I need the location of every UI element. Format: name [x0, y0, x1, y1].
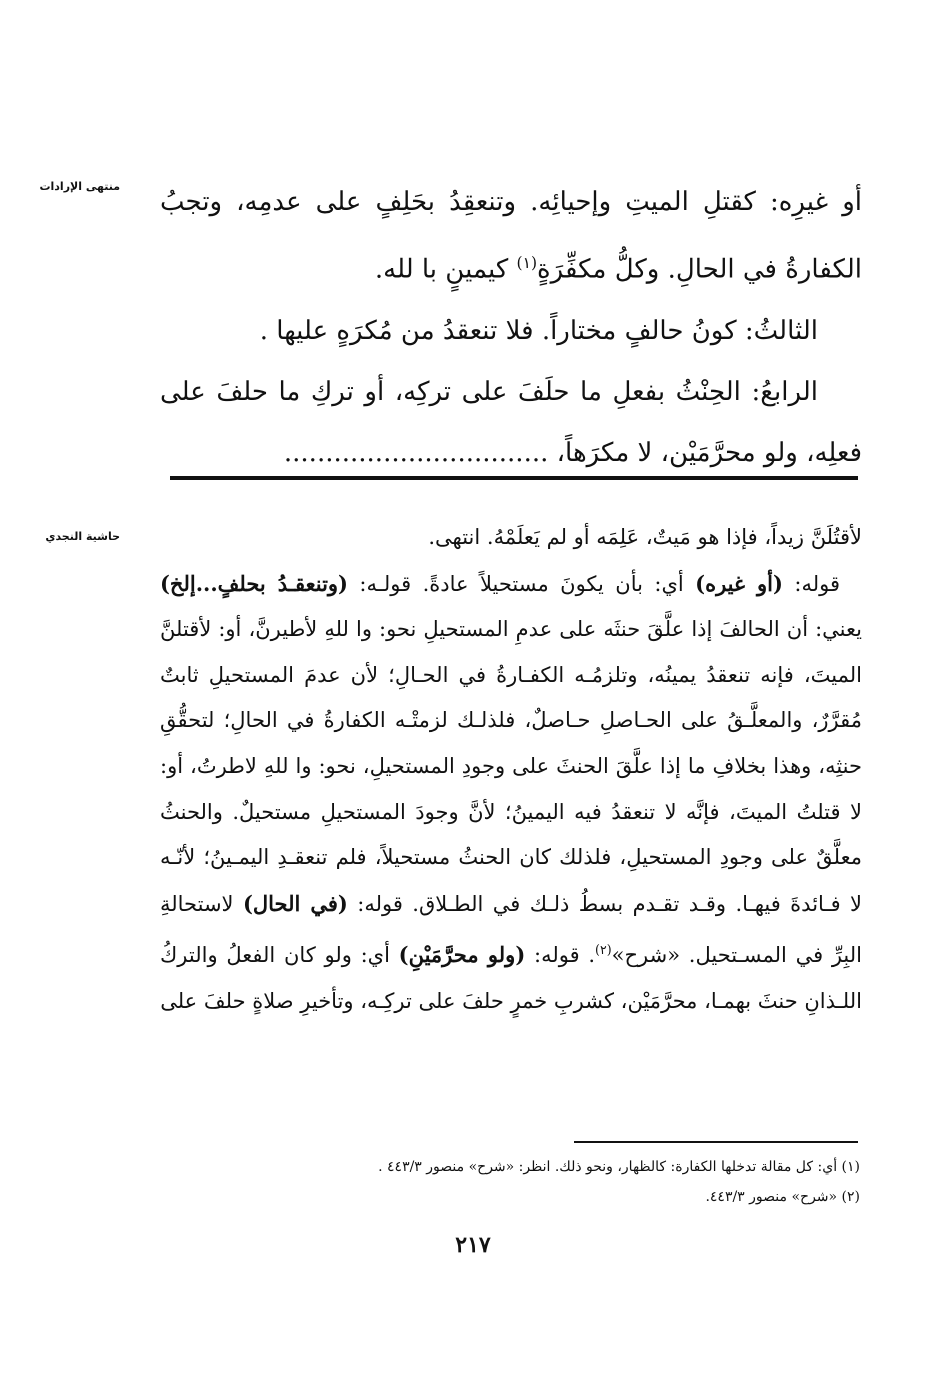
footnote-marker-1: (١): [516, 254, 538, 272]
main-text-line: أو غيرِه: كقتلِ الميتِ وإحيائِه. وتنعقِدُ بحَلِفٍ على عدمِه، وتجبُ: [160, 187, 862, 217]
section-divider: [170, 476, 858, 480]
page-number: ٢١٧: [455, 1232, 491, 1258]
footnote-rule: [574, 1141, 858, 1143]
commentary-text-run: يعني: أن الحالفَ إذا علَّقَ حنثَه على عدمِ المستحيلِ نحو: وا للهِ لأطيرنَّ، أو: لأقتلنَّ الميتَ، فإنه تنعقدُ يمينُه، وتلزمُـه الكفـارةُ في الحـالِ؛ لأن عدمَ المستحيلِ ثابتٌ مُقرَّرٌ، والمعلَّـقُ على الحـاصلِ حـاصلٌ، فلذلـك لزمتْـه الكفارةُ في الحالِ؛ لتحقُّقِ حنثِه، وهذا بخلافِ ما إذا علَّقَ الحنثَ على وجودِ المستحيلِ، نحو: وا للهِ لاطرتُ، أو: لا قتلتُ الميتَ، فإنَّه لا تنعقدُ فيه اليمينُ؛ لأنَّ وجودَ المستحيلِ مستحيلٌ. والحنثُ معلَّقٌ على وجودِ المستحيلِ، فلذلك كان الحنثُ مستحيلاً، فلم تنعقـدِ اليمـينُ؛ لأنّـه لا فـائدةَ فيهـا. وقـد تقـدم بسطُ ذلـك في الطـلاق. قوله:: [160, 617, 863, 916]
commentary-text-run: أي: بأن يكونَ مستحيلاً عادةً. قولـه:: [348, 571, 696, 596]
main-text-paragraph-3: [160, 362, 862, 484]
quoted-phrase: (وتنعقـدُ بحلفٍ...إلخ): [160, 570, 348, 596]
commentary-text-run: . قوله:: [525, 943, 596, 968]
footnotes: [160, 1152, 860, 1212]
margin-label-commentary-title: حاشية النجدي: [45, 530, 120, 543]
main-text-line: الكفارةُ في الحالِ. وكلُّ مكفِّرَةٍ: [537, 254, 862, 285]
main-text-line: كيمينٍ با لله.: [374, 254, 517, 285]
margin-label-book-title: منتهى الإرادات: [39, 180, 120, 193]
footnote-1: (١) أي: كل مقالة تدخلها الكفارة: كالظهار، ونحو ذلك. انظر: «شرح» منصور ٤٤٣/٣ .: [378, 1159, 860, 1175]
commentary-text-run: أي: ولو كان الفعلُ والتركُ اللـذانِ حنثَ بهمـا، محرَّمَيْن، كشربِ خمرٍ حلفَ على تركِـه، وتأخيرِ صلاةٍ حلفَ على: [160, 943, 862, 1013]
main-text-paragraph-2: الثالثُ: كونُ حالفٍ مختاراً. فلا تنعقدُ من مُكرَهٍ عليها .: [259, 315, 818, 346]
quoted-phrase: (في الحال): [242, 890, 348, 916]
commentary-line-1: لأقتُلَنَّ زيداً، فإذا هو مَيتٌ، عَلِمَه أو لم يَعلَمْهُ. انتهى.: [428, 525, 862, 549]
commentary-text-run: قوله:: [782, 571, 840, 596]
footnote-marker-2: (٢): [595, 942, 612, 958]
main-text-line: الرابعُ: الحِنْثُ بفعلِ ما حلَفَ على تركِه، أو تركِ ما حلفَ على فعلِه، ولو محرَّمَيْن، لا مكرَهاً،: [160, 376, 862, 468]
commentary-text: [160, 515, 862, 1025]
commentary-text-run: لاستحالةِ البِرِّ في المسـتحيل. «شرح»: [160, 891, 862, 968]
main-text-paragraph-1: [160, 172, 862, 301]
continuation-dots: ................................: [283, 437, 549, 468]
quoted-phrase: (ولو محرَّمَيْنِ): [398, 942, 526, 968]
footnote-2: (٢) «شرح» منصور ٤٤٣/٣.: [705, 1189, 860, 1205]
quoted-phrase: (أو غيره): [695, 570, 783, 596]
commentary-paragraph: [160, 561, 862, 1025]
main-text: [160, 172, 862, 484]
